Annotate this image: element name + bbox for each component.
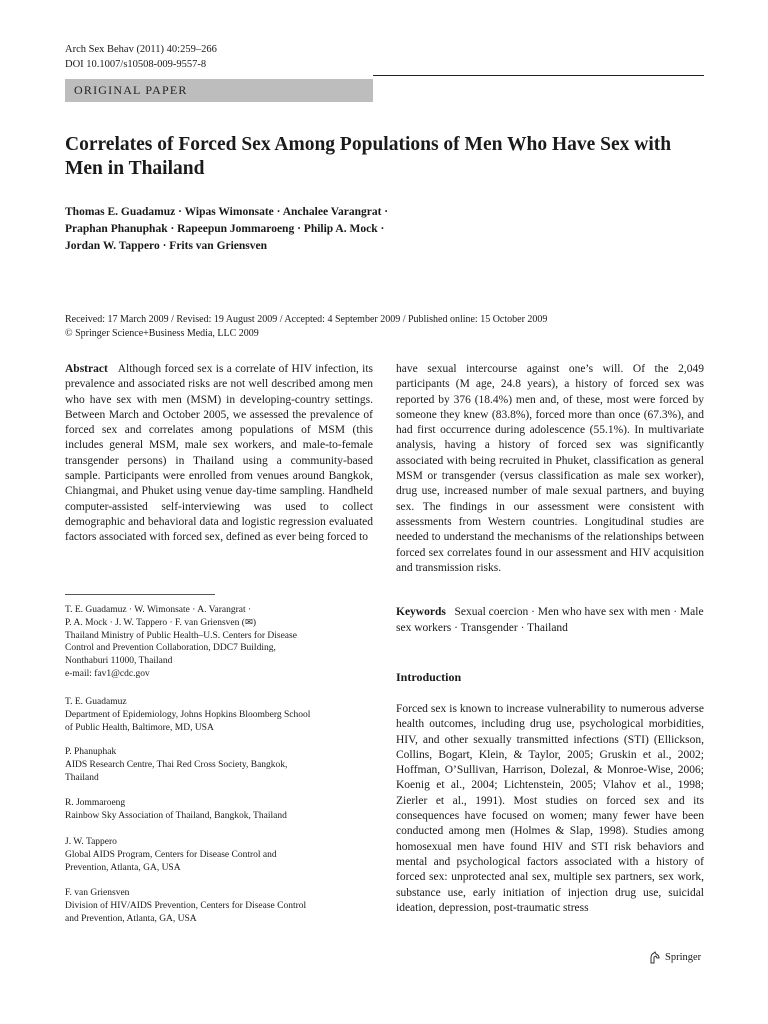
keywords-text: Sexual coercion · Men who have sex with men · Male sex workers · Transgender · Thailand <box>396 606 704 634</box>
affiliation-block <box>65 887 375 925</box>
abstract-left <box>65 362 373 546</box>
publisher-name: Springer <box>665 952 702 963</box>
affiliation-line: Global AIDS Program, Centers for Disease Control and <box>65 849 277 860</box>
introduction-text: Forced sex is known to increase vulnerability to numerous adverse health outcomes, including drug use, psychological morbidities, HIV, and other sexually transmitted infections (STI) (Ellickson, Collins, Bogart, Klein, & Taylor, 2005; Gruskin et al., 2002; Hoffman, O’Sullivan, Harrison, Dolezal, & Monroe-Wise, 2006; Koenig et al., 2004; Lichtenstein, 2005; Vlahov et al., 1998; Zierler et al., 1991). Most studies on forced sex and its consequences have focused on women; many fewer have been conducted among men (Holmes & Slap, 1998). Studies among homosexual men have found HIV and STI risk behaviors and mental and psychological factors associated with a history of forced sex: unprotected anal sex, multiple sex partners, sex work, substance use, early initiation of injection drug use, suicidal ideation, depression, post-traumatic stress <box>396 703 704 914</box>
affiliation-line: and Prevention, Atlanta, GA, USA <box>65 913 197 924</box>
author-list <box>65 204 705 255</box>
journal-header <box>65 42 217 72</box>
footnote-rule <box>65 594 215 595</box>
author-line: Jordan W. Tappero · Frits van Griensven <box>65 240 268 252</box>
header-rule <box>373 75 704 76</box>
affiliation-block <box>65 836 375 874</box>
affiliation-block <box>65 604 375 681</box>
author-line: Thomas E. Guadamuz · Wipas Wimonsate · Anchalee Varangrat · <box>65 206 389 218</box>
keywords-label: Keywords <box>396 606 446 618</box>
abstract-right: have sexual intercourse against one’s will. Of the 2,049 participants (M age, 24.8 years), a history of forced sex was reported by 376 (18.4%) men and, of these, most were forced by someone they knew (83.8%), forced more than once (67.3%), and had first occurrence during adolescence (55.1%). In multivariate analysis, having a history of forced sex was significantly associated with being recruited in Phuket, classification as general MSM or transgender (versus classification as male sex worker), drug use, increased number of male sexual partners, and buying sex. The findings in our assessment were consistent with assessments from Western countries. Longitudinal studies are needed to understand the mechanisms of the relationships between forced sex correlates found in our assessment and HIV acquisition and transmission risks. <box>396 363 704 574</box>
abstract-text-left: Although forced sex is a correlate of HIV infection, its prevalence and associated risks are not well described among men who have sex with men (MSM) in developing-country settings. Between March and October 2005, we assessed the prevalence of forced sex and correlates among populations of MSM (this includes general MSM, male sex workers, and male-to-female transgender persons) in Thailand using a community-based sample. Participants were enrolled from venues around Bangkok, Chiangmai, and Phuket using venue day-time sampling. Handheld computer-assisted self-interviewing was used to collect demographic and behavioral data and logistic regression evaluated factors associated with forced sex, defined as ever being forced to <box>65 363 374 544</box>
affiliation-line: of Public Health, Baltimore, MD, USA <box>65 722 214 733</box>
publication-history <box>65 313 705 341</box>
section-label: ORIGINAL PAPER <box>74 83 188 97</box>
affiliation-line: Thailand Ministry of Public Health–U.S. Centers for Disease <box>65 630 297 641</box>
abstract-label: Abstract <box>65 363 108 375</box>
affiliation-names: P. Phanuphak <box>65 747 117 757</box>
author-line: Praphan Phanuphak · Rapeepun Jommaroeng · Philip A. Mock · <box>65 223 385 235</box>
copyright-line: © Springer Science+Business Media, LLC 2009 <box>65 328 259 339</box>
article-title: Correlates of Forced Sex Among Populations of Men Who Have Sex with Men in Thailand <box>65 134 672 179</box>
affiliation-names: J. W. Tappero <box>65 837 117 847</box>
affiliation-names: T. E. Guadamuz · W. Wimonsate · A. Varangrat · <box>65 605 252 615</box>
affiliation-line: Prevention, Atlanta, GA, USA <box>65 862 181 873</box>
affiliation-line: Rainbow Sky Association of Thailand, Bangkok, Thailand <box>65 810 287 821</box>
affiliation-line: Division of HIV/AIDS Prevention, Centers for Disease Control <box>65 900 307 911</box>
keywords <box>396 604 704 636</box>
affiliation-line: Control and Prevention Collaboration, DDC7 Building, <box>65 643 276 654</box>
history-line: Received: 17 March 2009 / Revised: 19 August 2009 / Accepted: 4 September 2009 / Published online: 15 October 2009 <box>65 314 548 325</box>
doi: DOI 10.1007/s10508-009-9557-8 <box>65 59 207 70</box>
affiliation-line: Thailand <box>65 772 99 783</box>
journal-citation: Arch Sex Behav (2011) 40:259–266 <box>65 44 217 55</box>
affiliation-block <box>65 746 375 784</box>
email-link[interactable]: e-mail: fav1@cdc.gov <box>65 668 150 679</box>
section-banner <box>65 79 373 102</box>
introduction-heading: Introduction <box>396 670 462 684</box>
affiliation-names: T. E. Guadamuz <box>65 697 127 707</box>
affiliation-block <box>65 797 375 823</box>
springer-horse-icon <box>648 951 661 964</box>
affiliation-block <box>65 696 375 734</box>
affiliation-line: AIDS Research Centre, Thai Red Cross Society, Bangkok, <box>65 759 288 770</box>
affiliation-line: Department of Epidemiology, Johns Hopkins Bloomberg School <box>65 709 311 720</box>
affiliation-line: P. A. Mock · J. W. Tappero · F. van Griensven (✉) <box>65 617 257 628</box>
affiliation-names: F. van Griensven <box>65 888 130 898</box>
affiliation-line: Nonthaburi 11000, Thailand <box>65 656 173 667</box>
publisher-footer <box>648 951 701 964</box>
affiliation-names: R. Jommaroeng <box>65 798 126 808</box>
